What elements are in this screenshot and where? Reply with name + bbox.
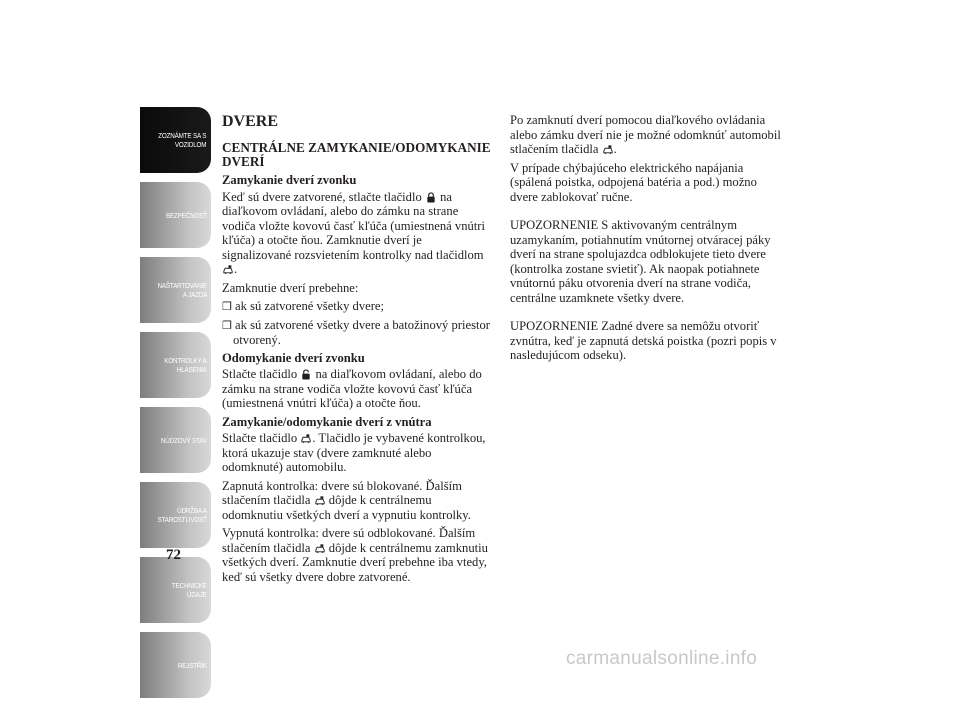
paragraph: Keď sú dvere zatvorené, stlačte tlačidlo na diaľkovom ovládaní, alebo do zámku na strane vodiča vložte kovovú časť kľúča (umiestnená vnútri kľúča) a otočte ňou. Zamknutie dverí je signalizované rozsvietením kontrolky nad tlačidlom . (222, 189, 485, 276)
tab-label: NÚDZOVÝ STAV (160, 435, 207, 445)
tab-label: BEZPEČNOSŤ (165, 210, 207, 220)
paragraph: Zamknutie dverí prebehne: (222, 280, 359, 295)
tab-kontrolky[interactable] (140, 332, 211, 398)
left-column (222, 113, 494, 588)
section-title: DVERE (222, 113, 279, 130)
tab-label: REJSTŘÍK (177, 660, 207, 670)
chapter-sidebar (140, 107, 211, 707)
car-lock-icon (301, 433, 311, 444)
tab-rejstrik[interactable] (140, 632, 211, 698)
page-number: 72 (166, 547, 181, 563)
spacer (510, 208, 785, 218)
checkbox-bullet-icon: ❒ (222, 301, 232, 313)
heading-lock-outside: Zamykanie dverí zvonku (222, 173, 357, 187)
tab-udrzba[interactable] (140, 482, 211, 548)
watermark: carmanualsonline.info (566, 648, 758, 669)
unlock-icon (301, 369, 311, 380)
warning-paragraph: UPOZORNENIE Zadné dvere sa nemôžu otvoriť zvnútra, keď je zapnutá detská poistka (pozri popis v nasledujúcom odseku). (510, 319, 777, 362)
warning-paragraph: UPOZORNENIE S aktivovaným centrálnym uzamykaním, potiahnutím vnútornej otváracej páky dverí na strane spolujazdca odblokujete tieto dvere (kontrolka zostane svietiť). Ak naopak potiahnete vnútornú páku otvorenia dverí na strane vodiča, centrálne uzamknete všetky dvere. (510, 218, 771, 305)
car-lock-icon (315, 543, 325, 554)
tab-nastartovanie[interactable] (140, 257, 211, 323)
list-item: ❒ ak sú zatvorené všetky dvere; (222, 299, 384, 313)
tab-label: ZOZNÁMTE SA S VOZIDLOM (158, 131, 207, 149)
section-subtitle: CENTRÁLNE ZAMYKANIE/ODOMYKANIE DVERÍ (222, 140, 491, 169)
tab-zoznamte-sa[interactable] (140, 107, 211, 173)
car-lock-icon (315, 495, 325, 506)
tab-label: KONTROLKY A HLÁSENIA (164, 356, 207, 374)
tab-label: ÚDRŽBA A STAROSTLIVOSŤ (157, 506, 207, 524)
list-item: ❒ ak sú zatvorené všetky dvere a batožinový priestor otvorený. (222, 317, 490, 347)
tab-nudzovy-stav[interactable] (140, 407, 211, 473)
heading-unlock-outside: Odomykanie dverí zvonku (222, 350, 365, 365)
paragraph: Zapnutá kontrolka: dvere sú blokované. Ďalším stlačením tlačidla dôjde k centrálnemu odomknutiu všetkých dverí a vypnutiu kontrolky. (222, 478, 471, 522)
paragraph: Stlačte tlačidlo na diaľkovom ovládaní, alebo do zámku na strane vodiča vložte kovovú časť kľúča (umiestnená vnútri kľúča) a otočte ňou. (222, 367, 482, 410)
checkbox-bullet-icon: ❒ (222, 319, 232, 332)
paragraph: Stlačte tlačidlo . Tlačidlo je vybavené kontrolkou, ktorá ukazuje stav (dvere zamknuté alebo odomknuté) automobilu. (222, 431, 486, 474)
spacer (510, 309, 785, 319)
tab-label: NAŠTARTOVANIE A JAZDA (157, 281, 207, 299)
tab-label: TECHNICKÉ ÚDAJE (171, 581, 207, 599)
paragraph: Vypnutá kontrolka: dvere sú odblokované. Ďalším stlačením tlačidla dôjde k centrálnemu zamknutiu všetkých dverí. Zamknutie dverí prebehne iba vtedy, keď sú všetky dvere dobre zatvorené. (222, 526, 488, 584)
tab-bezpecnost[interactable] (140, 182, 211, 248)
right-column (510, 113, 785, 367)
tab-technicke-udaje[interactable] (140, 557, 211, 623)
heading-lock-inside: Zamykanie/odomykanie dverí z vnútra (222, 414, 432, 429)
car-lock-icon (223, 264, 233, 275)
paragraph: Po zamknutí dverí pomocou diaľkového ovládania alebo zámku dverí nie je možné odomknúť automobil stlačením tlačidla . (510, 113, 781, 156)
lock-icon (426, 192, 436, 203)
paragraph: V prípade chýbajúceho elektrického napájania (spálená poistka, odpojená batéria a pod.) možno dvere zablokovať ručne. (510, 160, 757, 204)
car-lock-icon (603, 144, 613, 155)
